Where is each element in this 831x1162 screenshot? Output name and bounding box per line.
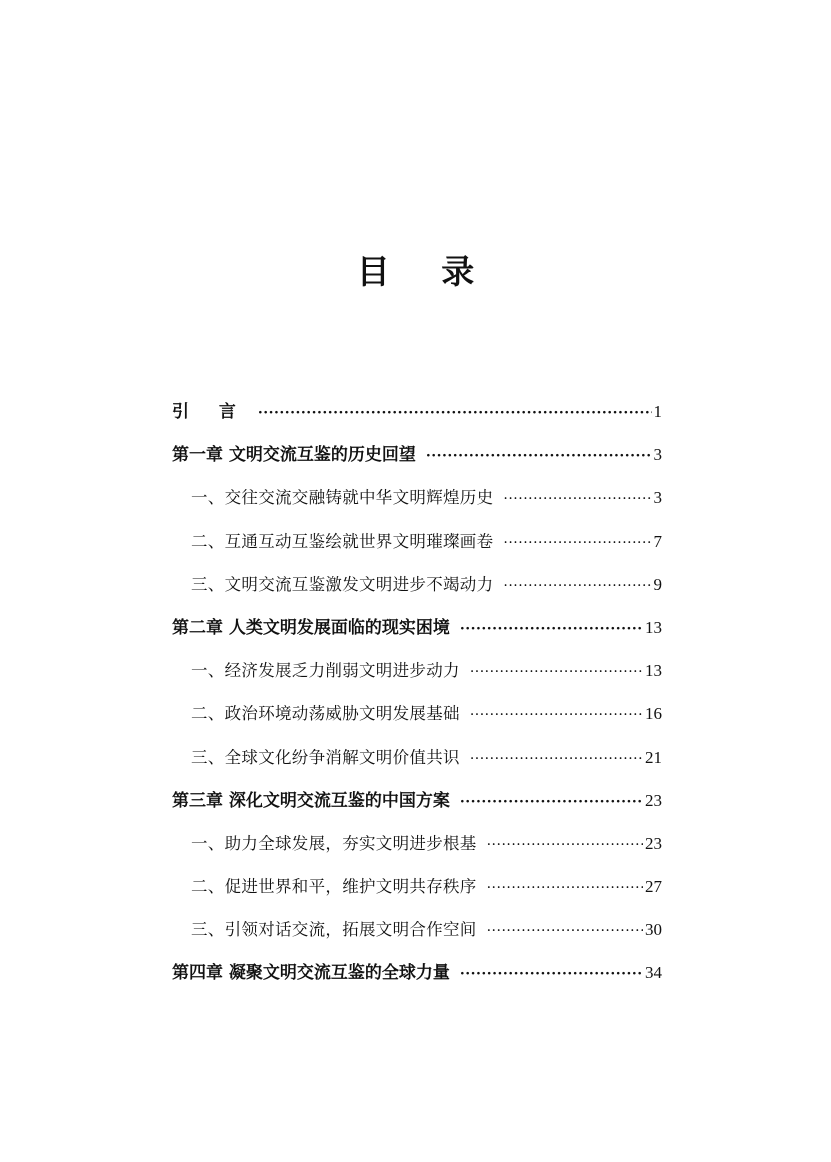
toc-dot-leader xyxy=(503,566,651,606)
table-of-contents xyxy=(172,392,662,997)
toc-dot-leader xyxy=(426,436,652,476)
toc-entry-chapter-2-section-1[interactable] xyxy=(172,651,662,694)
toc-entry-chapter-4[interactable] xyxy=(172,953,662,996)
toc-entry-introduction[interactable] xyxy=(172,392,662,435)
toc-dot-leader xyxy=(460,782,643,822)
toc-entry-label: 二、互通互动互鉴绘就世界文明璀璨画卷 xyxy=(191,531,494,551)
toc-entry-chapter-2-section-2[interactable] xyxy=(172,694,662,737)
toc-page-number: 21 xyxy=(645,747,662,767)
toc-entry-chapter-1-section-1[interactable] xyxy=(172,478,662,521)
toc-dot-leader xyxy=(487,868,643,908)
toc-entry-chapter-1[interactable] xyxy=(172,435,662,478)
toc-page-number: 13 xyxy=(645,661,662,681)
toc-dot-leader xyxy=(460,954,643,994)
toc-entry-chapter-1-section-2[interactable] xyxy=(172,522,662,565)
toc-dot-leader xyxy=(470,652,643,692)
toc-entry-label: 第二章 人类文明发展面临的现实困境 xyxy=(172,617,450,638)
toc-dot-leader xyxy=(470,739,643,779)
toc-entry-label: 第一章 文明交流互鉴的历史回望 xyxy=(172,445,416,466)
toc-page-number: 27 xyxy=(645,877,662,897)
toc-dot-leader xyxy=(460,609,643,649)
toc-entry-label: 三、文明交流互鉴激发文明进步不竭动力 xyxy=(191,574,494,594)
toc-dot-leader xyxy=(503,479,651,519)
toc-entry-label: 一、助力全球发展，夯实文明进步根基 xyxy=(191,833,477,853)
toc-entry-label: 三、全球文化纷争消解文明价值共识 xyxy=(191,747,460,767)
toc-page-number: 7 xyxy=(653,531,662,551)
toc-dot-leader xyxy=(487,825,643,865)
toc-entry-chapter-3-section-1[interactable] xyxy=(172,824,662,867)
toc-page-number: 9 xyxy=(653,574,662,594)
toc-page-number: 3 xyxy=(653,445,662,465)
toc-entry-chapter-2[interactable] xyxy=(172,608,662,651)
toc-entry-chapter-1-section-3[interactable] xyxy=(172,565,662,608)
toc-dot-leader xyxy=(503,523,651,563)
toc-entry-label: 引 言 xyxy=(172,402,248,422)
toc-entry-chapter-3[interactable] xyxy=(172,781,662,824)
toc-page-number: 13 xyxy=(645,617,662,637)
page-title: 目 录 xyxy=(356,252,495,292)
toc-page-number: 23 xyxy=(645,833,662,853)
toc-entry-label: 第四章 凝聚文明交流互鉴的全球力量 xyxy=(172,963,450,984)
toc-entry-label: 二、促进世界和平，维护文明共存秩序 xyxy=(191,877,477,897)
toc-dot-leader xyxy=(487,911,643,951)
toc-page-number: 3 xyxy=(653,488,662,508)
toc-page-number: 16 xyxy=(645,704,662,724)
toc-dot-leader xyxy=(470,695,643,735)
toc-entry-chapter-3-section-3[interactable] xyxy=(172,910,662,953)
toc-entry-label: 第三章 深化文明交流互鉴的中国方案 xyxy=(172,790,450,811)
toc-entry-label: 三、引领对话交流，拓展文明合作空间 xyxy=(191,920,477,940)
toc-entry-label: 一、经济发展乏力削弱文明进步动力 xyxy=(191,661,460,681)
toc-entry-chapter-3-section-2[interactable] xyxy=(172,867,662,910)
toc-page-number: 1 xyxy=(653,402,662,421)
toc-dot-leader xyxy=(258,393,652,433)
toc-entry-label: 二、政治环境动荡威胁文明发展基础 xyxy=(191,704,460,724)
toc-entry-chapter-2-section-3[interactable] xyxy=(172,738,662,781)
toc-page-number: 23 xyxy=(645,790,662,810)
toc-entry-label: 一、交往交流交融铸就中华文明辉煌历史 xyxy=(191,488,494,508)
toc-page-number: 34 xyxy=(645,963,662,983)
toc-page-number: 30 xyxy=(645,920,662,940)
